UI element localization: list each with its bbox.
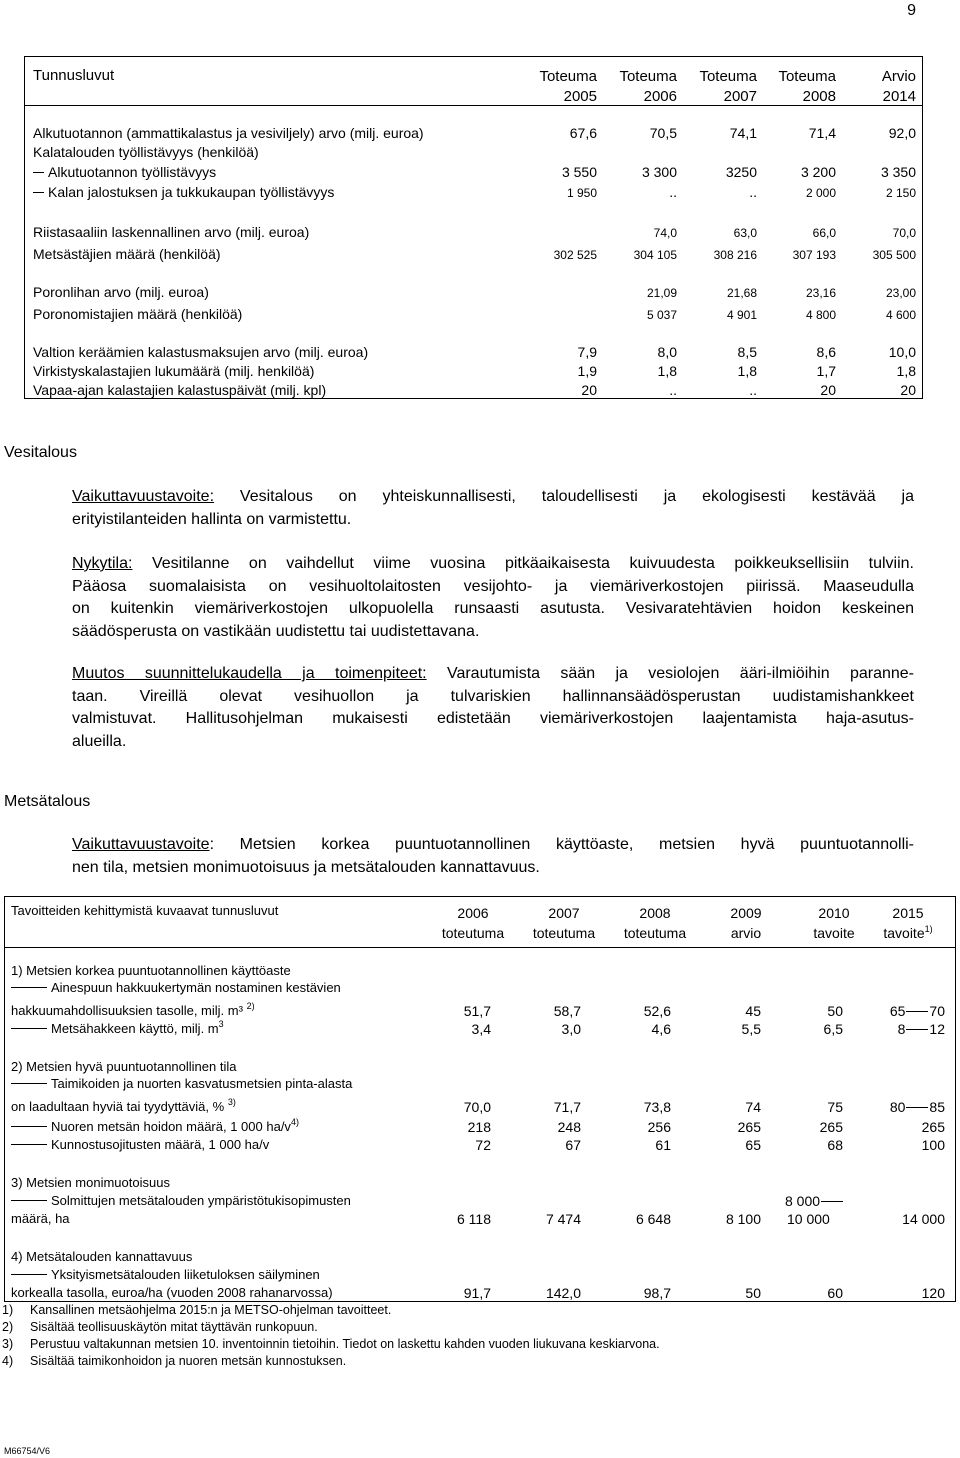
table-cell: 2 000 <box>805 186 836 200</box>
table-cell: 3 200 <box>800 164 836 180</box>
table-cell: 1,9 <box>577 363 597 379</box>
table-cell: 10,0 <box>888 344 916 360</box>
table-cell: 50 <box>827 1003 843 1019</box>
table-cell: 61 <box>655 1137 671 1153</box>
table-cell: 66,0 <box>812 226 836 240</box>
table-cell: 74,0 <box>653 226 677 240</box>
row-label: hakkuumahdollisuuksien tasolle, milj. m³ $^{2)}$ <box>11 1001 255 1018</box>
table-cell: 8 100 <box>725 1211 761 1227</box>
table-cell: 6 118 <box>457 1211 491 1227</box>
table-cell: 68 <box>827 1137 843 1153</box>
row-label: Yksityismetsätalouden liiketuloksen säilyminen <box>11 1267 320 1283</box>
table-row-label: Virkistyskalastajien lukumäärä (milj. henkilöä) <box>33 363 315 379</box>
table-cell: 100 <box>921 1137 945 1153</box>
table-cell: 75 <box>827 1099 843 1115</box>
table-cell: 20 <box>820 382 836 398</box>
group-title: 1) Metsien korkea puuntuotannollinen käyttöaste <box>11 963 291 978</box>
table-cell: 14 000 <box>902 1211 945 1227</box>
table-cell: 74,1 <box>729 125 757 141</box>
table-row-label: Poronomistajien määrä (henkilöä) <box>33 306 243 322</box>
table-row-label: Alkutuotannon työllistävyys <box>33 163 216 181</box>
footnote: 3) Perustuu valtakunnan metsien 10. inventoinnin tietoihin. Tiedot on laskettu kahden vuoden liukuvana keskiarvona. <box>2 1337 660 1351</box>
table-cell: 5,5 <box>741 1021 761 1037</box>
header-col-2007: 2007 toteutuma <box>532 905 596 941</box>
paragraph-label: Vaikuttavuustavoite: <box>72 488 215 505</box>
row-label: Metsähakkeen käyttö, milj. $m^3$ <box>11 1021 224 1037</box>
table-cell: .. <box>749 184 757 200</box>
table-cell: 308 216 <box>713 248 757 262</box>
table-cell: 50 <box>745 1285 761 1301</box>
table-cell: 21,68 <box>726 286 757 300</box>
table-cell: 91,7 <box>463 1285 491 1301</box>
dash-icon <box>11 1274 47 1275</box>
table-row-label: Riistasaaliin laskennallinen arvo (milj. euroa) <box>33 224 310 240</box>
table-cell: 2 150 <box>885 186 916 200</box>
key-figures-table <box>24 56 923 399</box>
vesitalous-changes-paragraph: Muutos suunnittelukaudella ja toimenpiteet: Varautumista sään ja vesiolojen ääri-ilmiöihin paranne- taan. Vireillä olevat vesihuollon ja tulvariskien hallinnansäädösperustan uudistamishankkeet valmistuvat. Hallitusohjelman mukaisesti edistetään viemäriverkostojen laajentamista haja-asutus- alueilla. <box>72 665 915 750</box>
table-cell: 4 600 <box>885 308 916 322</box>
table-cell: 7 474 <box>545 1211 581 1227</box>
table-cell: 3 550 <box>561 164 597 180</box>
table-cell: 63,0 <box>733 226 757 240</box>
table-cell: 3 350 <box>880 164 916 180</box>
header-col-2005: Toteuma 2005 <box>539 68 597 105</box>
table-cell: 80 85 <box>889 1099 945 1115</box>
table-cell: 6,5 <box>823 1021 843 1037</box>
range-dash-icon <box>906 1011 928 1012</box>
table-cell: 73,8 <box>643 1099 671 1115</box>
table-cell: 52,6 <box>643 1003 671 1019</box>
table-cell: 60 <box>827 1285 843 1301</box>
table-cell: 70,0 <box>463 1099 491 1115</box>
table-cell: 1,8 <box>737 363 757 379</box>
table-cell: 3,0 <box>561 1021 581 1037</box>
header-col-2014: Arvio 2014 <box>881 68 916 105</box>
vesitalous-current-state-paragraph: Nykytila: Vesitilanne on vaihdellut viime vuosina pitkäaikaisesta kuivuudesta poikkeuksellisiin tulviin. Pääosa suomalaisista on vesihuoltolaitosten vesijohto- ja viemäriverkostojen piirissä. Maaseudulla on kuitenkin viemäriverkostojen ulkopuolella runsaasti asutusta. Vesivaratehtävien hoidon keskeinen säädösperusta on vastikään uudistettu tai uudistettavana. <box>72 555 914 640</box>
row-label: on laadultaan hyviä tai tyydyttäviä, % $^{3)}$ <box>11 1097 236 1114</box>
header-col-2015: 2015 tavoite$^{1)}$ <box>883 905 933 941</box>
table-header-label: Tunnusluvut <box>33 67 115 84</box>
table-cell: 1,8 <box>657 363 677 379</box>
header-col-2008: 2008 toteutuma <box>623 905 687 941</box>
table-cell: 72 <box>475 1137 491 1153</box>
dash-icon <box>33 192 44 193</box>
metsatalous-goal-paragraph: Vaikuttavuustavoite: Metsien korkea puuntuotannollinen käyttöaste, metsien hyvä puuntuotannolli- nen tila, metsien monimuotoisuus ja metsätalouden kannattavuus. <box>72 836 914 876</box>
table-cell: 3,4 <box>471 1021 491 1037</box>
table-cell: 4 800 <box>805 308 836 322</box>
forestry-indicators-table <box>4 896 956 1302</box>
table-cell: 3 300 <box>641 164 677 180</box>
table-row-label: Metsästäjien määrä (henkilöä) <box>33 246 221 262</box>
table-cell: 8,5 <box>737 344 757 360</box>
range-dash-icon <box>906 1107 928 1108</box>
paragraph-label: Muutos suunnittelukaudella ja toimenpiteet: <box>72 665 427 682</box>
group-title: 4) Metsätalouden kannattavuus <box>11 1249 193 1264</box>
table-cell: 4,6 <box>651 1021 671 1037</box>
table-cell: 265 <box>737 1119 761 1135</box>
footnote: 2) Sisältää teollisuuskäytön mitat täyttävän runkopuun. <box>2 1320 318 1334</box>
paragraph-label: Vaikuttavuustavoite <box>72 836 210 853</box>
table-cell: 8,6 <box>816 344 836 360</box>
table-cell: 304 105 <box>633 248 677 262</box>
row-label: Kunnostusojitusten määrä, 1 000 ha/v <box>11 1137 269 1153</box>
dash-icon <box>33 172 44 173</box>
header-col-2009: 2009 arvio <box>730 905 762 941</box>
table-cell: 67 <box>565 1137 581 1153</box>
table-cell: .. <box>669 382 677 398</box>
table-cell: 23,16 <box>805 286 836 300</box>
table-cell: 70,0 <box>892 226 916 240</box>
table-cell: 1,8 <box>896 363 916 379</box>
section-heading-metsatalous: Metsätalous <box>4 793 91 810</box>
table-cell: 67,6 <box>569 125 597 141</box>
table-cell: 51,7 <box>463 1003 491 1019</box>
table-cell: 120 <box>921 1285 945 1301</box>
table-cell: 5 037 <box>646 308 677 322</box>
table-cell: 302 525 <box>553 248 597 262</box>
section-heading-vesitalous: Vesitalous <box>4 444 77 461</box>
table-row-label: Kalatalouden työllistävyys (henkilöä) <box>33 144 259 160</box>
table-cell: 256 <box>647 1119 671 1135</box>
table-cell: 8,0 <box>657 344 677 360</box>
table-cell: 65 70 <box>889 1003 945 1019</box>
dash-icon <box>11 987 47 988</box>
table-cell: 92,0 <box>888 125 916 141</box>
header-col-2006: Toteuma 2006 <box>619 68 677 105</box>
table-cell: 6 648 <box>635 1211 671 1227</box>
table-row-label: Kalan jalostuksen ja tukkukaupan työllistävyys <box>33 183 334 201</box>
table-cell: 10 000 <box>787 1211 830 1227</box>
table-cell: 1,7 <box>816 363 836 379</box>
table-cell: .. <box>749 382 757 398</box>
table-header-label: Tavoitteiden kehittymistä kuvaavat tunnusluvut <box>11 903 279 918</box>
header-col-2007: Toteuma 2007 <box>699 68 757 105</box>
table-cell: 1 950 <box>566 186 597 200</box>
table-cell: 45 <box>745 1003 761 1019</box>
table-cell: 142,0 <box>545 1285 581 1301</box>
table-cell: 3250 <box>725 164 757 180</box>
group-title: 2) Metsien hyvä puuntuotannollinen tila <box>11 1059 237 1074</box>
table-cell: 98,7 <box>643 1285 671 1301</box>
table-cell: .. <box>669 184 677 200</box>
dash-icon <box>11 1144 47 1145</box>
table-cell: 8 000 <box>785 1193 844 1209</box>
range-dash-icon <box>821 1201 843 1202</box>
table-row-label: Poronlihan arvo (milj. euroa) <box>33 284 209 300</box>
row-label: Solmittujen metsätalouden ympäristötukisopimusten <box>11 1193 351 1209</box>
row-label: Nuoren metsän hoidon määrä, 1 000 $ha/v^{4)}$ <box>11 1119 299 1135</box>
document-code: M66754/V6 <box>4 1446 51 1456</box>
vesitalous-goal-paragraph: Vaikuttavuustavoite: Vesitalous on yhteiskunnallisesti, taloudellisesti ja ekologisesti kestävää ja erityistilanteiden hallinta on varmistettu. <box>72 488 914 528</box>
table-cell: 265 <box>819 1119 843 1135</box>
table-cell: 58,7 <box>553 1003 581 1019</box>
table-row-label: Alkutuotannon (ammattikalastus ja vesiviljely) arvo (milj. euroa) <box>33 125 424 141</box>
row-label: määrä, ha <box>11 1211 70 1226</box>
header-col-2010: 2010 tavoite <box>813 905 855 941</box>
row-label: korkealla tasolla, euroa/ha (vuoden 2008 rahanarvossa) <box>11 1285 333 1300</box>
table-cell: 21,09 <box>646 286 677 300</box>
table-cell: 7,9 <box>577 344 597 360</box>
table-cell: 305 500 <box>872 248 916 262</box>
header-col-2006: 2006 toteutuma <box>441 905 505 941</box>
table-cell: 71,7 <box>553 1099 581 1115</box>
table-cell: 265 <box>921 1119 945 1135</box>
table-cell: 4 901 <box>726 308 757 322</box>
paragraph-label: Nykytila: <box>72 555 133 572</box>
table-cell: 71,4 <box>808 125 836 141</box>
dash-icon <box>11 1200 47 1201</box>
range-dash-icon <box>906 1029 928 1030</box>
table-cell: 218 <box>467 1119 491 1135</box>
table-cell: 23,00 <box>885 286 916 300</box>
table-cell: 65 <box>745 1137 761 1153</box>
dash-icon <box>11 1083 47 1084</box>
header-divider <box>5 947 955 948</box>
row-label: Taimikoiden ja nuorten kasvatusmetsien pinta-alasta <box>11 1076 352 1092</box>
table-row-label: Vapaa-ajan kalastajien kalastuspäivät (milj. kpl) <box>33 382 327 398</box>
page-number: 9 <box>907 2 916 19</box>
table-cell: 20 <box>900 382 916 398</box>
dash-icon <box>11 1028 47 1029</box>
dash-icon <box>11 1126 47 1127</box>
footnote: 4) Sisältää taimikonhoidon ja nuoren metsän kunnostuksen. <box>2 1354 347 1368</box>
table-cell: 248 <box>557 1119 581 1135</box>
header-col-2008: Toteuma 2008 <box>778 68 836 105</box>
table-cell: 74 <box>745 1099 761 1115</box>
row-label: Ainespuun hakkuukertymän nostaminen kestävien <box>11 980 341 996</box>
table-cell: 8 12 <box>897 1021 945 1037</box>
table-row-label: Valtion keräämien kalastusmaksujen arvo (milj. euroa) <box>33 344 369 360</box>
footnote: 1) Kansallinen metsäohjelma 2015:n ja METSO-ohjelman tavoitteet. <box>2 1303 392 1317</box>
table-cell: 20 <box>581 382 597 398</box>
table-cell: 307 193 <box>792 248 836 262</box>
table-cell: 70,5 <box>649 125 677 141</box>
group-title: 3) Metsien monimuotoisuus <box>11 1175 170 1190</box>
